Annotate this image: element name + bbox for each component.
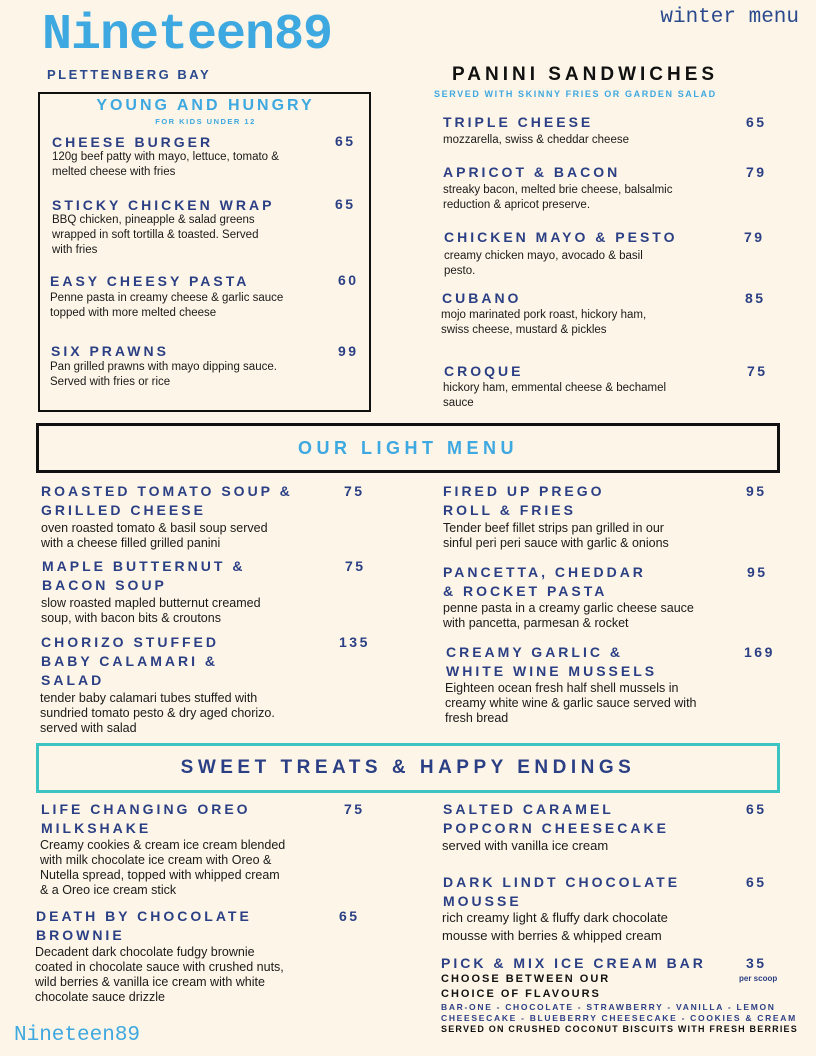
kids-item-name: STICKY CHICKEN WRAP bbox=[52, 197, 275, 213]
dessert-item-price: 65 bbox=[339, 908, 360, 924]
light-item-desc: fresh bread bbox=[445, 711, 509, 725]
light-item-name: FIRED UP PREGO bbox=[443, 483, 605, 499]
flavour-list: CHEESECAKE - BLUEBERRY CHEESECAKE - COOKIES & CREAM bbox=[441, 1013, 797, 1023]
panini-item-name: TRIPLE CHEESE bbox=[443, 114, 594, 130]
light-item-name: CHORIZO STUFFED bbox=[41, 634, 219, 650]
light-item-desc: penne pasta in a creamy garlic cheese sauce bbox=[443, 601, 694, 615]
light-item-price: 95 bbox=[747, 564, 768, 580]
panini-item-desc: reduction & apricot preserve. bbox=[443, 199, 591, 211]
light-item-desc: creamy white wine & garlic sauce served with bbox=[445, 696, 697, 710]
dessert-item-name: SALTED CARAMEL bbox=[443, 801, 614, 817]
panini-item-desc: sauce bbox=[443, 397, 474, 409]
kids-item-name: EASY CHEESY PASTA bbox=[50, 273, 250, 289]
brand-logo: Nineteen89 bbox=[42, 7, 333, 64]
dessert-item-name: LIFE CHANGING OREO bbox=[41, 801, 251, 817]
light-item-name: BABY CALAMARI & bbox=[41, 653, 218, 669]
kids-item-desc: Served with fries or rice bbox=[50, 376, 171, 388]
panini-item-name: CROQUE bbox=[444, 363, 524, 379]
flavour-list: BAR-ONE - CHOCOLATE - STRAWBERRY - VANILLA - LEMON bbox=[441, 1002, 776, 1012]
kids-item-price: 60 bbox=[338, 272, 359, 288]
kids-item-desc: BBQ chicken, pineapple & salad greens bbox=[52, 214, 255, 226]
kids-item-desc: wrapped in soft tortilla & toasted. Served bbox=[52, 229, 259, 241]
dessert-item-name: BROWNIE bbox=[36, 927, 125, 943]
per-scoop-note: per scoop bbox=[739, 974, 778, 983]
panini-item-desc: swiss cheese, mustard & pickles bbox=[441, 324, 607, 336]
kids-item-price: 99 bbox=[338, 343, 359, 359]
pick-mix-note: CHOICE OF FLAVOURS bbox=[441, 988, 601, 1000]
light-item-desc: served with salad bbox=[40, 721, 137, 735]
kids-item-desc: 120g beef patty with mayo, lettuce, tomato & bbox=[52, 151, 279, 163]
light-item-desc: Eighteen ocean fresh half shell mussels in bbox=[445, 681, 679, 695]
kids-item-name: CHEESE BURGER bbox=[52, 134, 214, 150]
panini-item-price: 85 bbox=[745, 290, 766, 306]
dessert-item-name: DEATH BY CHOCOLATE bbox=[36, 908, 252, 924]
panini-item-desc: hickory ham, emmental cheese & bechamel bbox=[443, 382, 667, 394]
light-item-name: PANCETTA, CHEDDAR bbox=[443, 564, 646, 580]
dessert-item-desc: wild berries & vanilla ice cream with white bbox=[35, 975, 265, 989]
dessert-item-name: MOUSSE bbox=[443, 893, 522, 909]
light-item-name: WHITE WINE MUSSELS bbox=[446, 663, 658, 679]
dessert-item-desc: Nutella spread, topped with whipped cream bbox=[40, 868, 280, 882]
light-item-desc: sundried tomato pesto & dry aged chorizo. bbox=[40, 706, 275, 720]
dessert-item-desc: Decadent dark chocolate fudgy brownie bbox=[35, 945, 255, 959]
dessert-item-price: 65 bbox=[746, 874, 767, 890]
panini-item-desc: streaky bacon, melted brie cheese, balsalmic bbox=[443, 184, 673, 196]
light-item-desc: tender baby calamari tubes stuffed with bbox=[40, 691, 258, 705]
light-item-price: 95 bbox=[746, 483, 767, 499]
panini-item-desc: mojo marinated pork roast, hickory ham, bbox=[441, 309, 647, 321]
pick-mix-note: CHOOSE BETWEEN OUR bbox=[441, 973, 611, 985]
panini-item-price: 65 bbox=[746, 114, 767, 130]
kids-item-desc: Penne pasta in creamy cheese & garlic sauce bbox=[50, 292, 284, 304]
light-item-desc: sinful peri peri sauce with garlic & onions bbox=[443, 536, 669, 550]
dessert-item-desc: chocolate sauce drizzle bbox=[35, 990, 165, 1004]
panini-item-name: APRICOT & BACON bbox=[443, 164, 621, 180]
panini-item-price: 79 bbox=[746, 164, 767, 180]
dessert-item-name: MILKSHAKE bbox=[41, 820, 152, 836]
dessert-item-desc: mousse with berries & whipped cream bbox=[442, 928, 662, 943]
menu-season-label: winter menu bbox=[660, 6, 799, 29]
kids-menu-title: YOUNG AND HUNGRY bbox=[96, 97, 315, 114]
light-item-desc: Tender beef fillet strips pan grilled in our bbox=[443, 521, 664, 535]
light-item-price: 75 bbox=[344, 483, 365, 499]
panini-section-subtitle: SERVED WITH SKINNY FRIES OR GARDEN SALAD bbox=[434, 89, 717, 99]
kids-item-price: 65 bbox=[335, 133, 356, 149]
kids-item-desc: with fries bbox=[52, 244, 98, 256]
light-item-name: & ROCKET PASTA bbox=[443, 583, 608, 599]
dessert-item-desc: Creamy cookies & cream ice cream blended bbox=[40, 838, 286, 852]
dessert-item-name: DARK LINDT CHOCOLATE bbox=[443, 874, 681, 890]
dessert-item-desc: rich creamy light & fluffy dark chocolate bbox=[442, 910, 668, 925]
light-item-name: MAPLE BUTTERNUT & bbox=[42, 558, 246, 574]
panini-item-price: 75 bbox=[747, 363, 768, 379]
dessert-item-name: PICK & MIX ICE CREAM BAR bbox=[441, 955, 706, 971]
light-menu-banner: OUR LIGHT MENU bbox=[36, 423, 780, 473]
light-item-name: CREAMY GARLIC & bbox=[446, 644, 623, 660]
footer-brand-logo: Nineteen89 bbox=[14, 1024, 141, 1047]
dessert-item-price: 75 bbox=[344, 801, 365, 817]
light-item-price: 169 bbox=[744, 644, 775, 660]
dessert-item-desc: served with vanilla ice cream bbox=[442, 838, 609, 853]
panini-item-desc: pesto. bbox=[444, 265, 476, 277]
location-label: PLETTENBERG BAY bbox=[47, 67, 212, 82]
light-item-name: ROASTED TOMATO SOUP & bbox=[41, 483, 293, 499]
light-item-name: GRILLED CHEESE bbox=[41, 502, 206, 518]
dessert-item-name: POPCORN CHEESECAKE bbox=[443, 820, 669, 836]
panini-item-desc: creamy chicken mayo, avocado & basil bbox=[444, 250, 643, 262]
kids-item-price: 65 bbox=[335, 196, 356, 212]
kids-item-desc: melted cheese with fries bbox=[52, 166, 176, 178]
light-item-desc: soup, with bacon bits & croutons bbox=[41, 611, 221, 625]
pick-mix-serving-note: SERVED ON CRUSHED COCONUT BISCUITS WITH FRESH BERRIES bbox=[441, 1024, 798, 1034]
light-item-price: 135 bbox=[339, 634, 370, 650]
dessert-item-desc: with milk chocolate ice cream with Oreo & bbox=[40, 853, 272, 867]
light-item-desc: slow roasted mapled butternut creamed bbox=[41, 596, 261, 610]
panini-item-name: CUBANO bbox=[442, 290, 522, 306]
kids-item-desc: topped with more melted cheese bbox=[50, 307, 217, 319]
light-item-name: SALAD bbox=[41, 672, 105, 688]
panini-section-title: PANINI SANDWICHES bbox=[452, 64, 719, 85]
dessert-item-desc: & a Oreo ice cream stick bbox=[40, 883, 177, 897]
dessert-item-price: 65 bbox=[746, 801, 767, 817]
panini-item-desc: mozzarella, swiss & cheddar cheese bbox=[443, 134, 629, 146]
light-item-desc: with pancetta, parmesan & rocket bbox=[443, 616, 629, 630]
dessert-item-desc: coated in chocolate sauce with crushed nuts, bbox=[35, 960, 284, 974]
light-item-name: BACON SOUP bbox=[42, 577, 167, 593]
kids-menu-subtitle: FOR KIDS UNDER 12 bbox=[155, 117, 256, 126]
light-item-desc: with a cheese filled grilled panini bbox=[41, 536, 221, 550]
kids-item-name: SIX PRAWNS bbox=[51, 343, 169, 359]
kids-item-desc: Pan grilled prawns with mayo dipping sauce. bbox=[50, 361, 277, 373]
light-item-name: ROLL & FRIES bbox=[443, 502, 576, 518]
panini-item-price: 79 bbox=[744, 229, 765, 245]
panini-item-name: CHICKEN MAYO & PESTO bbox=[444, 229, 678, 245]
light-item-price: 75 bbox=[345, 558, 366, 574]
sweet-treats-banner: SWEET TREATS & HAPPY ENDINGS bbox=[36, 743, 780, 793]
dessert-item-price: 35 bbox=[746, 955, 767, 971]
light-item-desc: oven roasted tomato & basil soup served bbox=[41, 521, 268, 535]
